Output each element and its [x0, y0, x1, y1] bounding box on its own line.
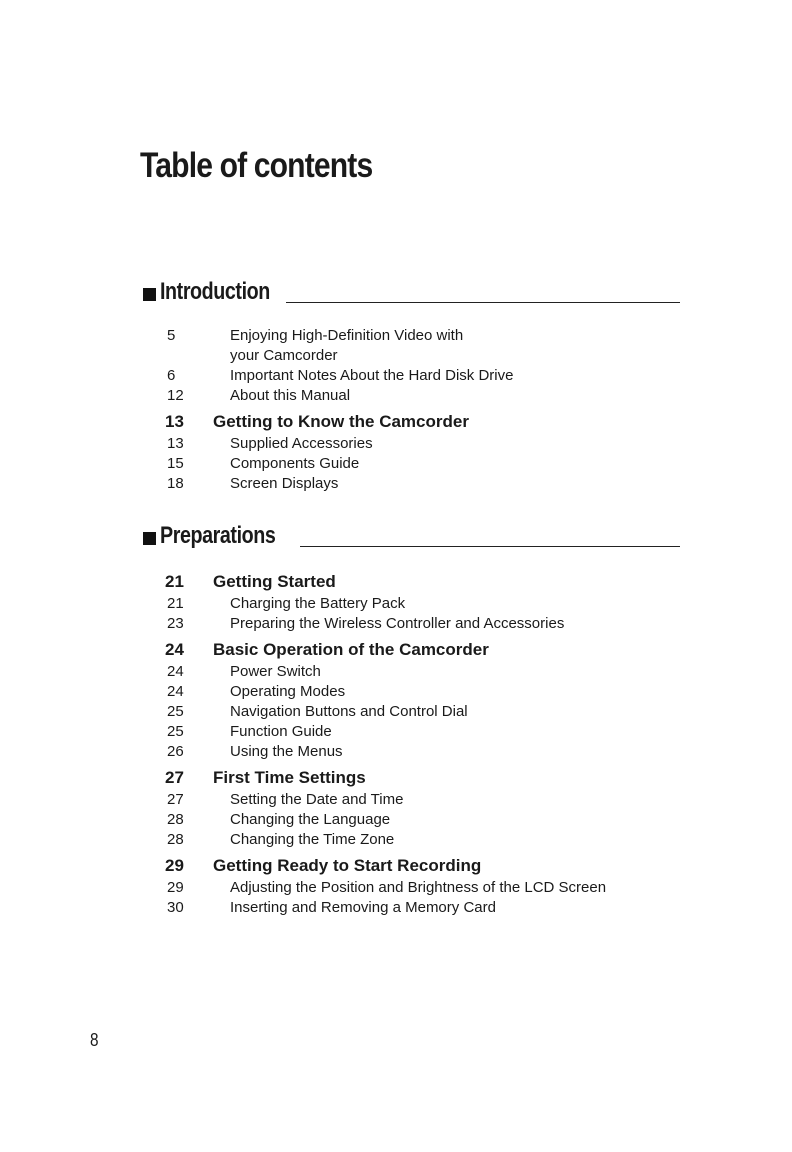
toc-entry-text: Setting the Date and Time [230, 791, 404, 808]
toc-entry-text: First Time Settings [213, 768, 366, 787]
toc-entry-text: Supplied Accessories [230, 435, 373, 452]
toc-entry-text: About this Manual [230, 387, 351, 404]
toc-page-number: 29 [167, 879, 184, 896]
toc-page-number: 30 [167, 899, 184, 916]
toc-page-number: 26 [167, 743, 184, 760]
toc-page-number: 21 [167, 595, 184, 612]
toc-page-number: 23 [167, 615, 184, 632]
toc-entry [140, 702, 680, 722]
toc-group-heading [140, 638, 680, 662]
toc-entry-text: Screen Displays [230, 475, 339, 492]
toc-entry-text: Charging the Battery Pack [230, 595, 406, 612]
toc-entry [140, 722, 680, 742]
toc-page-number: 6 [167, 367, 176, 384]
toc-page-number: 12 [167, 387, 184, 404]
toc-entry-text: Preparing the Wireless Controller and Accessories [230, 615, 565, 632]
toc-page-number: 25 [167, 723, 184, 740]
toc-entry-text: Getting Ready to Start Recording [213, 856, 482, 875]
toc-entry [140, 366, 680, 386]
page-title: Table of contents [140, 146, 373, 185]
section-rule [300, 546, 680, 547]
toc-page-number: 24 [165, 640, 184, 659]
toc-entry [140, 434, 680, 454]
toc-entry-text: Changing the Language [230, 811, 391, 828]
section-header [140, 278, 680, 308]
toc-entry [140, 830, 680, 850]
toc-entry [140, 682, 680, 702]
toc-page-number: 13 [165, 412, 184, 431]
toc-entry-text: Components Guide [230, 455, 360, 472]
section-title: Preparations [160, 522, 276, 549]
toc-group-heading [140, 410, 680, 434]
section-header [140, 522, 680, 552]
toc-page-number: 27 [165, 768, 184, 787]
square-bullet-icon [143, 288, 156, 301]
toc-entry-text: Adjusting the Position and Brightness of the LCD Screen [230, 879, 607, 896]
toc-entry-text: Using the Menus [230, 743, 343, 760]
toc-entry [140, 474, 680, 494]
toc-entry [140, 742, 680, 762]
toc-entry [140, 878, 680, 898]
toc-group-heading [140, 570, 680, 594]
toc-entry-text: Important Notes About the Hard Disk Drive [230, 367, 514, 384]
toc-group-heading [140, 766, 680, 790]
toc-page-number: 25 [167, 703, 184, 720]
toc-page-number: 27 [167, 791, 184, 808]
toc-entry [140, 346, 680, 366]
toc-entry [140, 662, 680, 682]
toc-page-number: 18 [167, 475, 184, 492]
toc-entry [140, 594, 680, 614]
toc-entry-text: Enjoying High-Definition Video with [230, 327, 464, 344]
toc-entry [140, 614, 680, 634]
toc-page-number: 15 [167, 455, 184, 472]
toc-entry-list [140, 326, 680, 494]
toc-entry-text: Basic Operation of the Camcorder [213, 640, 489, 659]
toc-entry-list [140, 570, 680, 918]
toc-entry [140, 790, 680, 810]
toc-page-number: 13 [167, 435, 184, 452]
toc-entry-text: Getting to Know the Camcorder [213, 412, 469, 431]
toc-entry [140, 810, 680, 830]
toc-entry [140, 386, 680, 406]
toc-page-number: 21 [165, 572, 184, 591]
page-number: 8 [90, 1030, 99, 1050]
section-title: Introduction [160, 278, 270, 305]
toc-entry-text: Getting Started [213, 572, 336, 591]
toc-entry-text: Navigation Buttons and Control Dial [230, 703, 468, 720]
toc-page-number: 28 [167, 831, 184, 848]
square-bullet-icon [143, 532, 156, 545]
toc-entry [140, 898, 680, 918]
toc-entry-text: Power Switch [230, 663, 321, 680]
toc-page-number: 5 [167, 327, 176, 344]
section-rule [286, 302, 680, 303]
toc-entry-text: Changing the Time Zone [230, 831, 395, 848]
toc-page-number: 24 [167, 663, 184, 680]
toc-entry-text: Operating Modes [230, 683, 346, 700]
toc-group-heading [140, 854, 680, 878]
toc-page-number: 24 [167, 683, 184, 700]
toc-page-number: 29 [165, 856, 184, 875]
section-introduction [140, 278, 680, 494]
toc-entry [140, 326, 680, 346]
toc-entry-text: your Camcorder [230, 347, 338, 364]
toc-entry [140, 454, 680, 474]
toc-entry-text: Function Guide [230, 723, 332, 740]
toc-entry-text: Inserting and Removing a Memory Card [230, 899, 496, 916]
toc-page-number: 28 [167, 811, 184, 828]
section-preparations [140, 522, 680, 918]
